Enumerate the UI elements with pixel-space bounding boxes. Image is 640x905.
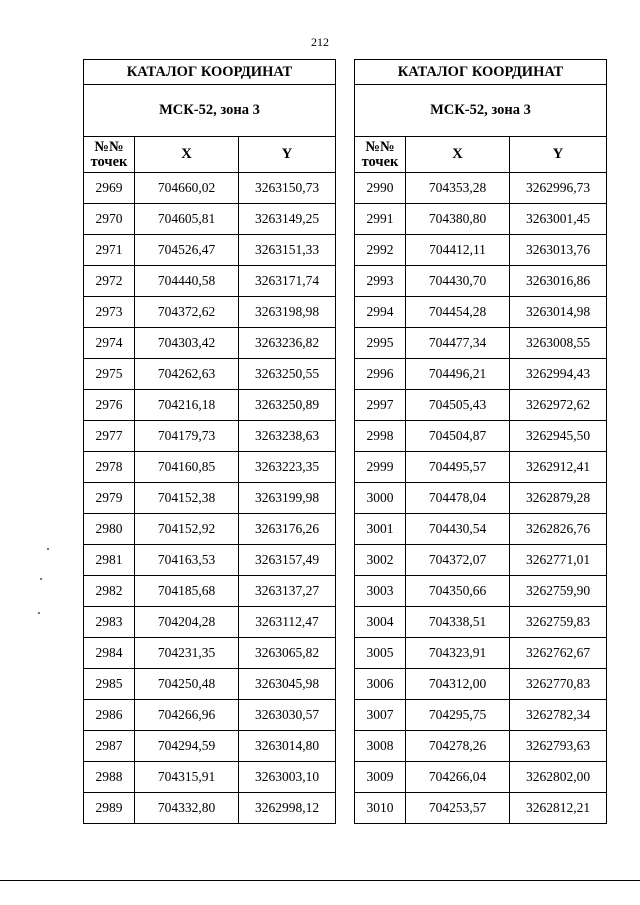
table-row (355, 514, 607, 545)
y-coordinate-cell: 3262972,62 (510, 390, 607, 421)
x-coordinate-cell: 704605,81 (135, 204, 239, 235)
x-coordinate-cell: 704262,63 (135, 359, 239, 390)
y-coordinate-cell: 3262759,90 (510, 576, 607, 607)
point-number-cell: 2982 (84, 576, 135, 607)
y-coordinate-cell: 3262945,50 (510, 421, 607, 452)
x-coordinate-cell: 704660,02 (135, 173, 239, 204)
x-coordinate-cell: 704295,75 (406, 700, 510, 731)
y-coordinate-cell: 3263150,73 (239, 173, 336, 204)
coordinate-catalog-left (83, 59, 336, 824)
table-row (355, 235, 607, 266)
table-row (84, 483, 336, 514)
header-point-number (355, 137, 406, 173)
x-coordinate-cell: 704231,35 (135, 638, 239, 669)
point-number-cell: 2980 (84, 514, 135, 545)
y-coordinate-cell: 3262782,34 (510, 700, 607, 731)
y-coordinate-cell: 3263171,74 (239, 266, 336, 297)
table-row (355, 576, 607, 607)
table-row (355, 390, 607, 421)
table-row (355, 607, 607, 638)
point-number-cell: 3000 (355, 483, 406, 514)
table-row (84, 669, 336, 700)
point-number-cell: 2972 (84, 266, 135, 297)
catalog-title: КАТАЛОГ КООРДИНАТ (84, 60, 336, 85)
header-x: X (406, 137, 510, 173)
table-row (355, 328, 607, 359)
y-coordinate-cell: 3263250,55 (239, 359, 336, 390)
x-coordinate-cell: 704372,62 (135, 297, 239, 328)
point-number-cell: 2992 (355, 235, 406, 266)
point-number-cell: 2973 (84, 297, 135, 328)
x-coordinate-cell: 704266,96 (135, 700, 239, 731)
table-row (84, 235, 336, 266)
table-row (355, 204, 607, 235)
x-coordinate-cell: 704185,68 (135, 576, 239, 607)
header-point-number-line2: точек (361, 153, 399, 170)
x-coordinate-cell: 704440,58 (135, 266, 239, 297)
point-number-cell: 3001 (355, 514, 406, 545)
point-number-cell: 2974 (84, 328, 135, 359)
x-coordinate-cell: 704454,28 (406, 297, 510, 328)
y-coordinate-cell: 3263149,25 (239, 204, 336, 235)
y-coordinate-cell: 3263157,49 (239, 545, 336, 576)
table-row (84, 793, 336, 824)
y-coordinate-cell: 3262759,83 (510, 607, 607, 638)
x-coordinate-cell: 704266,04 (406, 762, 510, 793)
table-row (84, 576, 336, 607)
x-coordinate-cell: 704163,53 (135, 545, 239, 576)
point-number-cell: 2989 (84, 793, 135, 824)
x-coordinate-cell: 704278,26 (406, 731, 510, 762)
x-coordinate-cell: 704204,28 (135, 607, 239, 638)
table-row (84, 421, 336, 452)
x-coordinate-cell: 704477,34 (406, 328, 510, 359)
scan-speck (40, 578, 42, 580)
point-number-cell: 2991 (355, 204, 406, 235)
y-coordinate-cell: 3263013,76 (510, 235, 607, 266)
point-number-cell: 2970 (84, 204, 135, 235)
point-number-cell: 2986 (84, 700, 135, 731)
page-number: 212 (311, 35, 329, 49)
x-coordinate-cell: 704496,21 (406, 359, 510, 390)
header-point-number (84, 137, 135, 173)
x-coordinate-cell: 704430,70 (406, 266, 510, 297)
x-coordinate-cell: 704380,80 (406, 204, 510, 235)
table-row (84, 173, 336, 204)
y-coordinate-cell: 3262826,76 (510, 514, 607, 545)
point-number-cell: 2988 (84, 762, 135, 793)
catalog-subtitle: МСК-52, зона 3 (84, 85, 336, 137)
point-number-cell: 3007 (355, 700, 406, 731)
x-coordinate-cell: 704216,18 (135, 390, 239, 421)
table-row (355, 700, 607, 731)
point-number-cell: 3009 (355, 762, 406, 793)
header-point-number-line2: точек (90, 153, 128, 170)
x-coordinate-cell: 704323,91 (406, 638, 510, 669)
point-number-cell: 2997 (355, 390, 406, 421)
y-coordinate-cell: 3263030,57 (239, 700, 336, 731)
point-number-cell: 3002 (355, 545, 406, 576)
y-coordinate-cell: 3262770,83 (510, 669, 607, 700)
x-coordinate-cell: 704495,57 (406, 452, 510, 483)
header-point-number-line1: №№ (365, 138, 395, 155)
point-number-cell: 2975 (84, 359, 135, 390)
y-coordinate-cell: 3263065,82 (239, 638, 336, 669)
y-coordinate-cell: 3263250,89 (239, 390, 336, 421)
table-row (84, 700, 336, 731)
catalog-rows (355, 173, 607, 824)
header-point-number-line1: №№ (94, 138, 124, 155)
x-coordinate-cell: 704338,51 (406, 607, 510, 638)
table-row (84, 359, 336, 390)
table-row (355, 793, 607, 824)
y-coordinate-cell: 3262996,73 (510, 173, 607, 204)
y-coordinate-cell: 3263223,35 (239, 452, 336, 483)
y-coordinate-cell: 3263198,98 (239, 297, 336, 328)
table-row (355, 638, 607, 669)
x-coordinate-cell: 704350,66 (406, 576, 510, 607)
point-number-cell: 2976 (84, 390, 135, 421)
y-coordinate-cell: 3262771,01 (510, 545, 607, 576)
y-coordinate-cell: 3263112,47 (239, 607, 336, 638)
scan-speck (47, 548, 49, 550)
table-row (84, 297, 336, 328)
y-coordinate-cell: 3263199,98 (239, 483, 336, 514)
x-coordinate-cell: 704250,48 (135, 669, 239, 700)
coordinate-catalog-right (354, 59, 607, 824)
point-number-cell: 2979 (84, 483, 135, 514)
x-coordinate-cell: 704253,57 (406, 793, 510, 824)
x-coordinate-cell: 704160,85 (135, 452, 239, 483)
point-number-cell: 3005 (355, 638, 406, 669)
y-coordinate-cell: 3263045,98 (239, 669, 336, 700)
y-coordinate-cell: 3262994,43 (510, 359, 607, 390)
catalog-title: КАТАЛОГ КООРДИНАТ (355, 60, 607, 85)
point-number-cell: 2977 (84, 421, 135, 452)
point-number-cell: 3003 (355, 576, 406, 607)
table-row (355, 545, 607, 576)
x-coordinate-cell: 704332,80 (135, 793, 239, 824)
y-coordinate-cell: 3263238,63 (239, 421, 336, 452)
x-coordinate-cell: 704430,54 (406, 514, 510, 545)
x-coordinate-cell: 704294,59 (135, 731, 239, 762)
table-row (355, 421, 607, 452)
table-row (355, 483, 607, 514)
point-number-cell: 2999 (355, 452, 406, 483)
table-row (84, 607, 336, 638)
x-coordinate-cell: 704152,92 (135, 514, 239, 545)
point-number-cell: 2987 (84, 731, 135, 762)
y-coordinate-cell: 3262762,67 (510, 638, 607, 669)
point-number-cell: 2983 (84, 607, 135, 638)
point-number-cell: 3004 (355, 607, 406, 638)
point-number-cell: 2995 (355, 328, 406, 359)
footer-rule (0, 880, 640, 881)
table-row (84, 545, 336, 576)
y-coordinate-cell: 3262812,21 (510, 793, 607, 824)
header-y: Y (239, 137, 336, 173)
y-coordinate-cell: 3263137,27 (239, 576, 336, 607)
point-number-cell: 2978 (84, 452, 135, 483)
x-coordinate-cell: 704179,73 (135, 421, 239, 452)
table-row (355, 173, 607, 204)
table-row (84, 514, 336, 545)
point-number-cell: 2993 (355, 266, 406, 297)
y-coordinate-cell: 3263016,86 (510, 266, 607, 297)
y-coordinate-cell: 3263236,82 (239, 328, 336, 359)
y-coordinate-cell: 3263176,26 (239, 514, 336, 545)
point-number-cell: 2969 (84, 173, 135, 204)
x-coordinate-cell: 704152,38 (135, 483, 239, 514)
y-coordinate-cell: 3262912,41 (510, 452, 607, 483)
x-coordinate-cell: 704526,47 (135, 235, 239, 266)
y-coordinate-cell: 3262998,12 (239, 793, 336, 824)
table-row (355, 731, 607, 762)
x-coordinate-cell: 704478,04 (406, 483, 510, 514)
point-number-cell: 3006 (355, 669, 406, 700)
y-coordinate-cell: 3263001,45 (510, 204, 607, 235)
point-number-cell: 3008 (355, 731, 406, 762)
table-row (84, 638, 336, 669)
catalog-rows (84, 173, 336, 824)
table-row (84, 390, 336, 421)
y-coordinate-cell: 3263014,80 (239, 731, 336, 762)
y-coordinate-cell: 3263003,10 (239, 762, 336, 793)
table-row (84, 328, 336, 359)
y-coordinate-cell: 3262879,28 (510, 483, 607, 514)
point-number-cell: 2994 (355, 297, 406, 328)
x-coordinate-cell: 704504,87 (406, 421, 510, 452)
table-row (355, 762, 607, 793)
y-coordinate-cell: 3263008,55 (510, 328, 607, 359)
x-coordinate-cell: 704372,07 (406, 545, 510, 576)
header-y: Y (510, 137, 607, 173)
x-coordinate-cell: 704412,11 (406, 235, 510, 266)
x-coordinate-cell: 704353,28 (406, 173, 510, 204)
table-row (84, 204, 336, 235)
table-row (355, 452, 607, 483)
table-row (355, 266, 607, 297)
point-number-cell: 2996 (355, 359, 406, 390)
x-coordinate-cell: 704505,43 (406, 390, 510, 421)
y-coordinate-cell: 3263014,98 (510, 297, 607, 328)
x-coordinate-cell: 704312,00 (406, 669, 510, 700)
point-number-cell: 3010 (355, 793, 406, 824)
header-x: X (135, 137, 239, 173)
point-number-cell: 2985 (84, 669, 135, 700)
x-coordinate-cell: 704315,91 (135, 762, 239, 793)
x-coordinate-cell: 704303,42 (135, 328, 239, 359)
catalog-subtitle: МСК-52, зона 3 (355, 85, 607, 137)
table-row (355, 359, 607, 390)
table-row (355, 297, 607, 328)
point-number-cell: 2984 (84, 638, 135, 669)
point-number-cell: 2990 (355, 173, 406, 204)
y-coordinate-cell: 3263151,33 (239, 235, 336, 266)
scan-speck (38, 612, 40, 614)
y-coordinate-cell: 3262802,00 (510, 762, 607, 793)
table-row (355, 669, 607, 700)
y-coordinate-cell: 3262793,63 (510, 731, 607, 762)
point-number-cell: 2981 (84, 545, 135, 576)
table-row (84, 452, 336, 483)
point-number-cell: 2971 (84, 235, 135, 266)
table-row (84, 762, 336, 793)
table-row (84, 731, 336, 762)
point-number-cell: 2998 (355, 421, 406, 452)
table-row (84, 266, 336, 297)
